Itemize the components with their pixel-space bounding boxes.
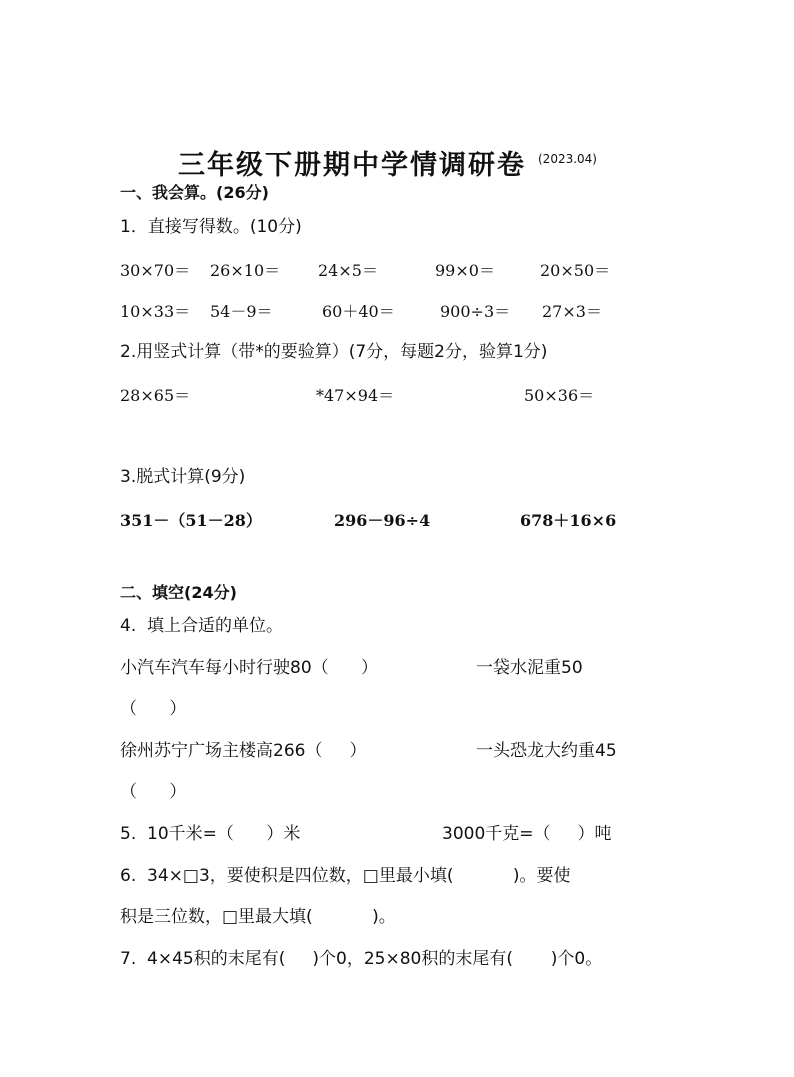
question-5b: 3000千克=（ ）吨 [442, 824, 612, 844]
oral-calc-item: 900÷3＝ [440, 302, 511, 321]
oral-calc-item: 27×3＝ [542, 302, 602, 321]
question-2-label: 2.用竖式计算（带*的要验算）(7分，每题2分，验算1分) [120, 342, 548, 362]
question-4b: 一袋水泥重50 [476, 658, 583, 678]
oral-calc-item: 30×70＝ [120, 261, 191, 280]
oral-calc-item: 26×10＝ [210, 261, 281, 280]
section-heading-calculation: 一、我会算。(26分) [120, 183, 269, 202]
question-6-line2: 积是三位数，□里最大填( )。 [120, 907, 396, 927]
question-1-label: 1．直接写得数。(10分) [120, 217, 302, 237]
oral-calc-item: 20×50＝ [540, 261, 611, 280]
vertical-calc-item: 50×36＝ [524, 386, 595, 405]
page-title: 三年级下册期中学情调研卷 [178, 150, 526, 181]
question-6-line1: 6. 34×□3，要使积是四位数，□里最小填( )。要使 [120, 866, 571, 886]
exam-date: (2023.04) [538, 152, 597, 166]
section-heading-fill-blank: 二、填空(24分) [120, 583, 237, 602]
oral-calc-item: 99×0＝ [435, 261, 495, 280]
stepwise-calc-item: 678＋16×6 [520, 511, 617, 530]
question-5a: 5. 10千米=（ ）米 [120, 824, 301, 844]
question-4-label: 4. 填上合适的单位。 [120, 616, 284, 636]
question-4a: 小汽车汽车每小时行驶80（ ） [120, 658, 379, 678]
stepwise-calc-item: 296－96÷4 [334, 511, 431, 530]
oral-calc-item: 54－9＝ [210, 302, 273, 321]
oral-calc-item: 10×33＝ [120, 302, 191, 321]
oral-calc-item: 60＋40＝ [322, 302, 395, 321]
question-4b-blank: （ ） [120, 699, 187, 719]
vertical-calc-item: *47×94＝ [316, 386, 395, 405]
question-7: 7. 4×45积的末尾有( )个0，25×80积的末尾有( )个0。 [120, 949, 603, 969]
question-4c: 徐州苏宁广场主楼高266（ ） [120, 741, 367, 761]
question-4d: 一头恐龙大约重45 [476, 741, 617, 761]
oral-calc-item: 24×5＝ [318, 261, 378, 280]
question-4d-blank: （ ） [120, 782, 187, 802]
vertical-calc-item: 28×65＝ [120, 386, 191, 405]
stepwise-calc-item: 351－（51－28） [120, 511, 262, 530]
question-3-label: 3.脱式计算(9分) [120, 467, 246, 487]
